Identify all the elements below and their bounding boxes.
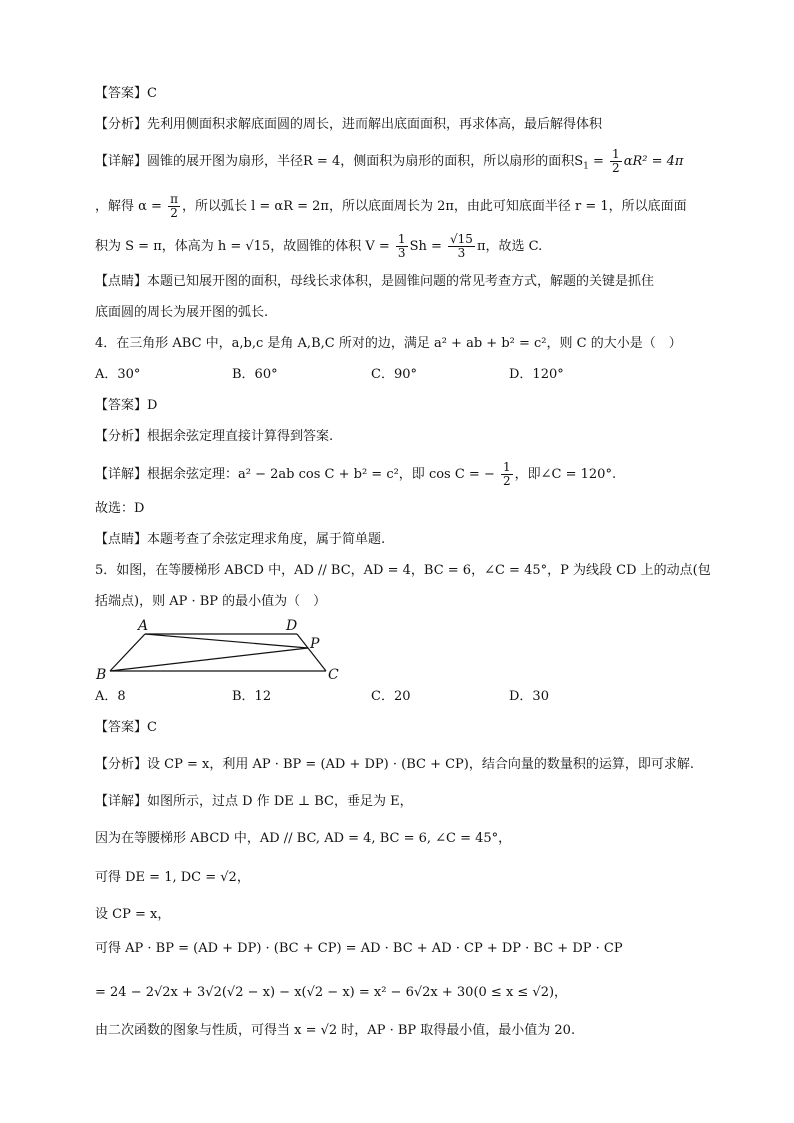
q3-detail-line-1: 【详解】圆锥的展开图为扇形，半径R = 4，侧面积为扇形的面积，所以扇形的面积$S_1$ = $\frac{1}{2}$ αR² = 4π	[95, 147, 684, 175]
answer-value: C	[147, 86, 157, 101]
q5-set-line: 设 CP = x，	[95, 907, 171, 922]
detail-text: ，所以弧长 l = αR = 2π，所以底面周长为 2π，由此可知底面半径 r = 1，所以底面面	[181, 199, 687, 214]
analysis-text: 设 CP = x，利用 AP · BP = (AD + DP) · (BC + CP)，结合向量的数量积的运算，即可求解.	[147, 757, 694, 772]
q4-stem: 4．在三角形 ABC 中，a,b,c 是角 A,B,C 所对的边，满足 a² + ab + b² = c²，则 C 的大小是（ ）	[95, 336, 682, 351]
label-C: C	[328, 667, 339, 683]
trapezoid-figure	[90, 615, 350, 685]
q3-review-line-2	[95, 303, 714, 323]
q5-stem-line-1: 5．如图，在等腰梯形 ABCD 中，AD // BC，AD = 4，BC = 6，∠C = 45°，P 为线段 CD 上的动点(包	[95, 563, 711, 578]
q5-option-c: C．20	[371, 689, 411, 704]
q4-analysis-line	[95, 427, 714, 447]
detail-text: 根据余弦定理：a² − 2ab cos C + b² = c²，即 cos C = −	[147, 467, 495, 482]
review-label: 【点睛】	[95, 532, 148, 547]
answer-label: 【答案】	[95, 720, 148, 735]
q4-option-a: A．30°	[95, 367, 141, 382]
q4-detail-line	[95, 461, 714, 488]
detail-text: 如图所示，过点 D 作 DE ⊥ BC，垂足为 E，	[147, 794, 413, 809]
detail-text: 圆锥的展开图为扇形，半径R = 4，侧面积为扇形的面积，所以扇形的面积S	[147, 154, 584, 169]
review-label: 【点睛】	[95, 274, 148, 289]
analysis-text: 根据余弦定理直接计算得到答案.	[147, 429, 334, 444]
label-D: D	[286, 618, 298, 634]
q3-review-line-1	[95, 272, 714, 292]
q4-review-line	[95, 530, 714, 550]
fraction-one-half: $\frac{1}{2}$	[612, 147, 620, 175]
detail-text: ，即∠C = 120°.	[514, 467, 617, 482]
answer-value: D	[147, 398, 158, 413]
q5-stem-line-2: 括端点)，则 AP · BP 的最小值为（ ）	[95, 594, 327, 609]
answer-label: 【答案】	[95, 398, 148, 413]
detail-text: Sh =	[409, 239, 442, 254]
q3-detail-line-3	[95, 233, 714, 260]
q5-analysis-line	[95, 755, 714, 775]
review-text: 本题考查了余弦定理求角度，属于简单题.	[147, 532, 386, 547]
detail-label: 【详解】	[95, 794, 148, 809]
fraction-pi-over-2: $\frac{\pi}{2}$	[170, 192, 178, 220]
q4-option-d: D．120°	[509, 367, 564, 382]
fraction-one-half: $\frac{1}{2}$	[503, 460, 511, 488]
analysis-text: 先利用侧面积求解底面圆的周长，进而解出底面面积，再求体高，最后解得体积	[147, 117, 603, 132]
fraction-sqrt15-over-3: $\frac{√15}{3}$	[450, 232, 473, 260]
q5-options	[95, 687, 695, 707]
fraction-one-third: $\frac{1}{3}$	[397, 232, 406, 260]
detail-formula: αR² = 4π	[623, 154, 684, 169]
detail-label: 【详解】	[95, 467, 148, 482]
q5-expand-line: 可得 AP · BP = (AD + DP) · (BC + CP) = AD · BC + AD · CP + DP · BC + DP · CP	[95, 941, 623, 956]
q5-final-line: 由二次函数的图象与性质，可得当 x = √2 时，AP · BP 取得最小值，最小值为 20.	[95, 1023, 576, 1038]
segment-AB	[110, 634, 145, 671]
q3-answer-line	[95, 84, 714, 104]
label-A: A	[138, 618, 149, 634]
q5-value-line: = 24 − 2√2x + 3√2(√2 − x) − x(√2 − x) = x² − 6√2x + 30(0 ≤ x ≤ √2)，	[95, 985, 568, 1000]
q4-option-b: B．60°	[232, 367, 278, 382]
q4-option-c: C．90°	[371, 367, 417, 382]
q5-because-line: 因为在等腰梯形 ABCD 中，AD // BC, AD = 4, BC = 6, ∠C = 45°，	[95, 831, 512, 846]
analysis-label: 【分析】	[95, 117, 148, 132]
q5-get-line: 可得 DE = 1, DC = √2，	[95, 870, 250, 885]
answer-value: C	[147, 720, 157, 735]
q3-analysis-line	[95, 115, 714, 135]
label-B: B	[96, 667, 107, 683]
answer-label: 【答案】	[95, 86, 148, 101]
detail-label: 【详解】	[95, 154, 148, 169]
q5-option-a: A．8	[95, 689, 126, 704]
segment-AP	[145, 634, 308, 648]
q4-options	[95, 365, 695, 385]
q5-option-d: D．30	[509, 689, 549, 704]
q3-detail-line-2	[95, 193, 714, 220]
analysis-label: 【分析】	[95, 757, 148, 772]
q4-answer-line	[95, 396, 714, 416]
review-text: 本题已知展开图的面积，母线长求体积，是圆锥问题的常见考查方式，解题的关键是抓住	[147, 274, 655, 289]
q5-detail-line	[95, 792, 714, 812]
q4-choose-line: 故选：D	[95, 501, 145, 516]
label-P: P	[310, 636, 320, 652]
detail-text: ，解得 α =	[95, 199, 162, 214]
detail-text: π，故选 C.	[476, 239, 543, 254]
q5-option-b: B．12	[232, 689, 272, 704]
detail-text: 积为 S = π，体高为 h = √15，故圆锥的体积 V =	[95, 239, 390, 254]
review-text: 底面圆的周长为展开图的弧长.	[95, 305, 269, 320]
q5-answer-line	[95, 718, 714, 738]
analysis-label: 【分析】	[95, 429, 148, 444]
segment-BP	[110, 648, 308, 671]
